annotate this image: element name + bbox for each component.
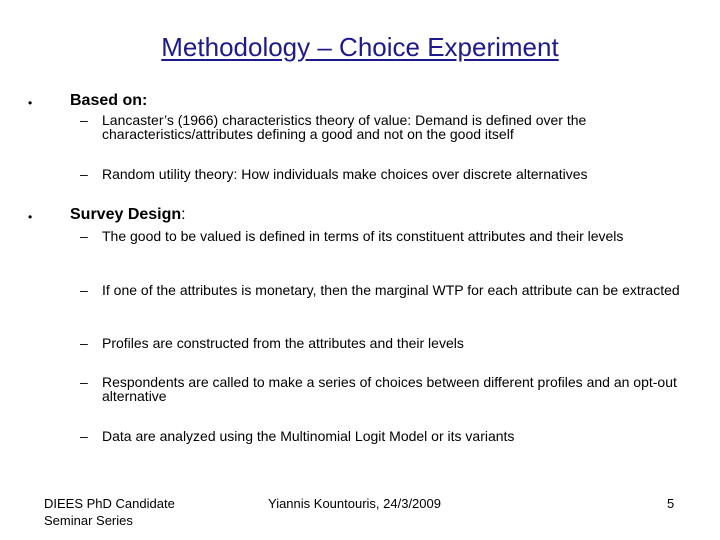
- list-item-respondents: Respondents are called to make a series of choices between different profiles and an opt-out alternative: [102, 374, 677, 404]
- dash-marker: –: [80, 282, 88, 298]
- dash-marker: –: [80, 166, 88, 182]
- list-item-random-utility: Random utility theory: How individuals make choices over discrete alternatives: [102, 166, 588, 182]
- list-item-good-valued: The good to be valued is defined in terms of its constituent attributes and their levels: [102, 228, 624, 244]
- page-number: 5: [667, 496, 675, 511]
- footer-left-line2: Seminar Series: [44, 513, 133, 528]
- list-item-profiles: Profiles are constructed from the attributes and their levels: [102, 335, 464, 351]
- slide-title: Methodology – Choice Experiment: [161, 32, 559, 62]
- section-heading-survey-design: [70, 205, 186, 225]
- section-heading-colon: :: [181, 206, 186, 223]
- footer-left-line1: DIEES PhD Candidate: [44, 496, 175, 511]
- dash-marker: –: [80, 428, 88, 444]
- bullet-marker: •: [28, 96, 33, 110]
- list-item-monetary: If one of the attributes is monetary, then the marginal WTP for each attribute can be extracted: [102, 282, 680, 298]
- list-item-data-analyzed: Data are analyzed using the Multinomial Logit Model or its variants: [102, 428, 515, 444]
- bullet-marker: •: [28, 210, 33, 224]
- dash-marker: –: [80, 374, 88, 390]
- section-heading-text: Survey Design: [70, 206, 182, 223]
- dash-marker: –: [80, 335, 88, 351]
- list-item-lancaster: Lancaster’s (1966) characteristics theory of value: Demand is defined over the characteristics/attributes defining a good and not on the good itself: [102, 112, 587, 142]
- footer-left: [44, 495, 175, 529]
- dash-marker: –: [80, 112, 88, 128]
- dash-marker: –: [80, 228, 88, 244]
- footer-center: Yiannis Kountouris, 24/3/2009: [268, 496, 441, 511]
- section-heading-based-on: Based on:: [70, 92, 148, 109]
